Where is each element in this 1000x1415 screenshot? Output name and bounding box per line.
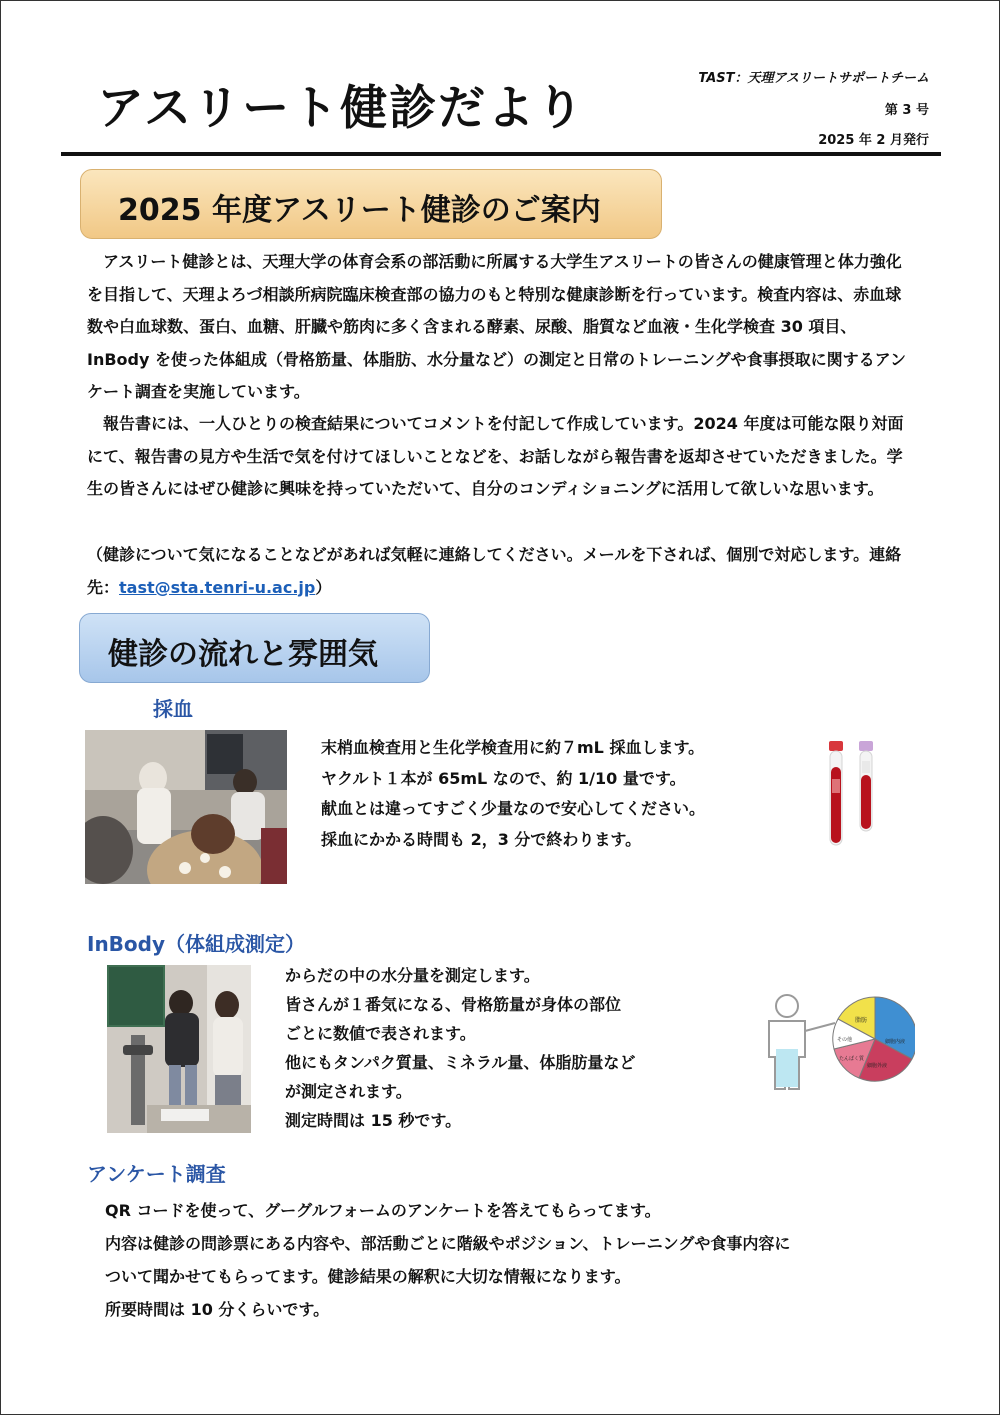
organization-name: TAST：天理アスリートサポートチーム (698, 71, 929, 86)
survey-text (105, 1194, 790, 1326)
pie-label-intracellular: 細胞内液 (885, 1039, 906, 1045)
pie-label-fat: 脂肪 (855, 1017, 868, 1024)
section-heading-checkup-info: 2025 年度アスリート健診のご案内 (80, 169, 662, 239)
inbody-text (285, 961, 635, 1135)
blood-sampling-heading: 採血 (153, 697, 193, 721)
pie-label-protein: たんぱく質 (839, 1056, 865, 1062)
pie-label-extracellular: 細胞外液 (867, 1063, 888, 1069)
text-line: からだの中の水分量を測定します。 (285, 966, 540, 985)
text-line: 献血とは違ってすごく少量なので安心してください。 (321, 799, 706, 818)
issue-date: 2025 年 2 月発行 (818, 133, 929, 148)
body-composition-illustration (755, 991, 915, 1093)
inbody-heading: InBody（体組成測定） (87, 932, 306, 956)
contact-text: （健診について気になることなどがあれば気軽に連絡してください。メールを下されば、個別で対応します。連絡先： (87, 545, 902, 597)
inbody-photo (107, 965, 251, 1133)
survey-heading: アンケート調査 (87, 1162, 226, 1186)
text-line: 皆さんが１番気になる、骨格筋量が身体の部位 (285, 995, 622, 1014)
report-paragraph: 報告書には、一人ひとりの検査結果についてコメントを付記して作成しています。2024 年度は可能な限り対面にて、報告書の見方や生活で気を付けてほしいことなどを、お話しながら報告書を返却させていただきました。学生の皆さんにはぜひ健診に興味を持っていただいて、自分のコンディショニングに活用して欲しいな思います。 (87, 414, 904, 498)
contact-text-end: ） (315, 577, 332, 597)
contact-paragraph (87, 539, 907, 604)
contact-email-link[interactable]: tast@sta.tenri-u.ac.jp (119, 577, 316, 597)
newsletter-title: アスリート健診だより (97, 81, 586, 136)
text-line: 採血にかかる時間も 2，3 分で終わります。 (321, 829, 642, 849)
intro-paragraph: アスリート健診とは、天理大学の体育会系の部活動に所属する大学生アスリートの皆さんの健康管理と体力強化を目指して、天理よろづ相談所病院臨床検査部の協力のもと特別な健康診断を行っています。検査内容は、赤血球数や白血球数、蛋白、血糖、肝臓や筋肉に多く含まれる酵素、尿酸、脂質など血液・生化学検査 30 項目、InBody を使った体組成（骨格筋量、体脂肪、水分量など）の測定と日常のトレーニングや食事摂取に関するアンケート調査を実施しています。 (87, 252, 907, 401)
text-line: 所要時間は 10 分くらいです。 (105, 1300, 330, 1319)
text-line: 末梢血検査用と生化学検査用に約７mL 採血します。 (321, 738, 705, 757)
text-line: 内容は健診の問診票にある内容や、部活動ごとに階級やポジション、トレーニングや食事内容に (105, 1234, 791, 1253)
text-line: 他にもタンパク質量、ミネラル量、体脂肪量など (285, 1053, 636, 1072)
text-line: ついて聞かせてもらってます。健診結果の解釈に大切な情報になります。 (105, 1267, 631, 1286)
text-line: ごとに数値で表されます。 (285, 1024, 476, 1043)
blood-sampling-text (321, 733, 705, 855)
blood-sampling-photo (85, 730, 287, 884)
header-rule (61, 152, 941, 156)
issue-number: 第 3 号 (884, 103, 929, 118)
text-line: 測定時間は 15 秒です。 (285, 1111, 462, 1130)
text-line: ヤクルト１本が 65mL なので、約 1/10 量です。 (321, 768, 686, 788)
section-heading-flow: 健診の流れと雰囲気 (79, 613, 430, 683)
blood-tube-icon (819, 739, 889, 851)
pie-label-other: その他 (837, 1037, 853, 1043)
text-line: が測定されます。 (285, 1082, 412, 1101)
text-line: QR コードを使って、グーグルフォームのアンケートを答えてもらってます。 (105, 1201, 661, 1220)
